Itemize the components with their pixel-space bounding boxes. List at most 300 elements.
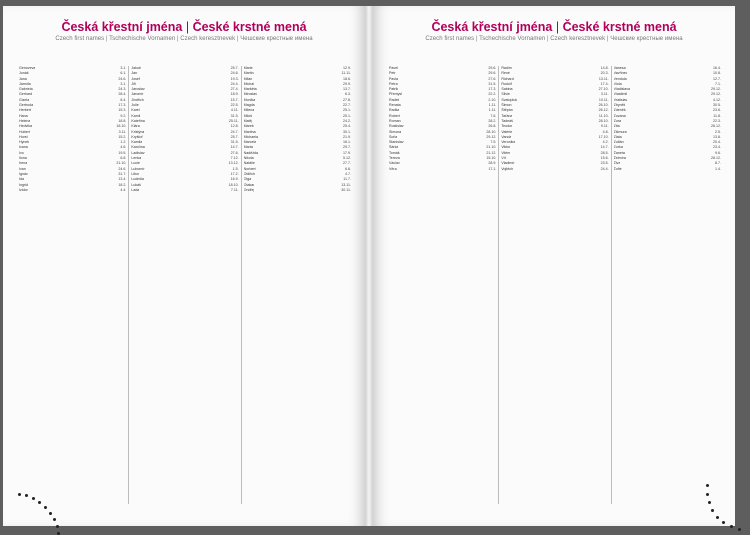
name-day-date: 26.12.: [710, 124, 721, 129]
name-day-date: 17.3.: [118, 103, 127, 108]
name-day-date: 1.4.: [714, 166, 721, 171]
first-name: Marta: [243, 145, 253, 150]
first-name: Radim: [501, 66, 512, 70]
first-name: Nikola: [243, 156, 254, 161]
first-name: Otakar: [243, 182, 255, 187]
name-day-date: 11.10.: [598, 113, 609, 118]
first-name: Vendula: [613, 76, 627, 81]
decorative-dot: [730, 525, 733, 528]
first-name: Viola: [613, 81, 622, 86]
name-day-date: 1.2.: [120, 140, 127, 145]
first-name: Tadeáš: [501, 118, 513, 123]
first-name: Lucie: [131, 161, 140, 166]
name-day-date: 15.3.: [118, 108, 127, 113]
name-day-date: 24.4.: [230, 81, 239, 86]
first-name: Jonáš: [19, 71, 29, 76]
first-name: Hana: [19, 113, 28, 118]
first-name: Michal: [243, 81, 255, 86]
name-day-date: 7.11.: [230, 187, 239, 192]
first-name: Vladislava: [613, 87, 631, 92]
name-day-date: 23.5.: [600, 161, 609, 166]
first-name: Radka: [389, 108, 400, 113]
name-day-date: 13.7.: [342, 87, 351, 92]
name-day-date: 13.12.: [228, 161, 239, 166]
name-day-date: 25.11.: [228, 118, 239, 123]
decorative-dot: [706, 493, 709, 496]
first-name: Tereza: [389, 156, 400, 161]
first-name: Petr: [389, 71, 396, 76]
first-name: Teodor: [501, 124, 513, 129]
name-day-date: 13.4.: [118, 177, 127, 182]
first-name: Lenka: [131, 156, 142, 161]
first-name: Miloš: [243, 113, 253, 118]
name-day-date: 28.12.: [710, 156, 721, 161]
name-day-date: 9.11.: [600, 124, 609, 129]
first-name: Štěpán: [501, 108, 513, 113]
first-name: Jan: [131, 71, 138, 76]
name-day-date: 14.7.: [600, 145, 609, 150]
name-day-date: 25.7.: [230, 66, 239, 70]
decorative-dot: [44, 506, 47, 509]
first-name: Pavla: [389, 76, 398, 81]
first-name: Olga: [243, 177, 252, 182]
first-name: Vlastimil: [613, 92, 628, 97]
name-day-date: 10.11.: [598, 97, 609, 102]
name-day-date: 22.3.: [712, 118, 721, 123]
right-page: [373, 6, 735, 526]
name-day-date: 7.5.: [490, 140, 497, 145]
first-name: Naděžda: [243, 150, 259, 155]
first-name: Vilém: [501, 150, 511, 155]
first-name: Ingrid: [19, 182, 28, 187]
name-day-date: 14.7.: [230, 145, 239, 150]
name-day-date: 21.10.: [116, 161, 127, 166]
first-name: Živa: [613, 161, 621, 166]
left-title-sk: České krstné mená: [192, 20, 307, 34]
first-name: Jarmila: [19, 81, 31, 86]
first-name: Helena: [19, 118, 31, 123]
name-day-date: 15.10.: [486, 156, 497, 161]
first-name: Vladimír: [501, 161, 515, 166]
name-day-date: 8.4.: [120, 97, 127, 102]
decorative-dot: [56, 525, 59, 528]
first-name: Zuzana: [613, 113, 626, 118]
first-name: Natálie: [243, 161, 255, 166]
name-day-date: 4.7.: [344, 171, 351, 176]
name-day-date: 13.8.: [712, 134, 721, 139]
first-name: Miroslav: [243, 92, 258, 97]
left-page: [3, 6, 365, 526]
name-day-date: 18.10.: [228, 182, 239, 187]
first-name: Renata: [389, 103, 401, 108]
first-name: Vít: [501, 156, 506, 161]
first-name: Matěj: [243, 118, 253, 123]
first-name: Zdeněk: [613, 108, 626, 113]
name-day-date: 9.2.: [120, 113, 127, 118]
name-day-date: 21.10.: [486, 145, 497, 150]
first-name: Ilona: [19, 156, 27, 161]
name-day-date: 7.1.: [714, 81, 721, 86]
first-name: Jana: [19, 76, 27, 81]
first-name: Šárka: [389, 145, 399, 150]
first-name: Jaromír: [131, 92, 144, 97]
name-row: [244, 188, 351, 193]
first-name: Kristýna: [131, 129, 145, 134]
first-name: Martina: [243, 129, 256, 134]
decorative-dot: [738, 528, 741, 531]
decorative-dot: [708, 501, 711, 504]
first-name: Rudolf: [501, 81, 512, 86]
name-day-date: 7.12.: [230, 156, 239, 161]
first-name: Žofie: [613, 166, 622, 171]
name-day-date: 17.10.: [598, 134, 609, 139]
decorative-dot: [49, 512, 52, 515]
first-name: Marie: [243, 66, 253, 70]
first-name: Ida: [19, 177, 24, 182]
first-name: Valérie: [501, 129, 513, 134]
name-day-date: 29.7.: [342, 145, 351, 150]
first-name: Zorka: [613, 145, 623, 150]
first-name: Zbyněk: [613, 103, 626, 108]
name-day-date: 26.12.: [598, 108, 609, 113]
name-day-date: 24.6.: [230, 71, 239, 76]
first-name: Martin: [243, 71, 254, 76]
first-name: Norbert: [243, 166, 256, 171]
name-day-date: 11.7.: [343, 177, 351, 182]
name-day-date: 17.3.: [488, 87, 497, 92]
name-day-date: 24.6.: [118, 76, 127, 81]
first-name: Vanesa: [613, 66, 626, 70]
name-column: [128, 66, 238, 504]
name-day-date: 4.12.: [712, 97, 721, 102]
first-name: Ivana: [19, 145, 28, 150]
name-day-date: 21.12.: [486, 150, 497, 155]
name-day-date: 9.6.: [714, 150, 721, 155]
name-day-date: 11.11.: [341, 71, 351, 76]
first-name: Zikmund: [613, 129, 628, 134]
first-name: Josef: [131, 76, 140, 81]
name-day-date: 19.3.: [230, 76, 239, 81]
first-name: Karel: [131, 108, 140, 113]
name-day-date: 28.4.: [118, 92, 127, 97]
name-day-date: 4.11.: [230, 108, 239, 113]
decorative-dot: [53, 518, 56, 521]
name-day-date: 16.10.: [116, 124, 127, 129]
name-day-date: 29.12.: [486, 134, 497, 139]
name-day-date: 10.8.: [712, 71, 721, 76]
name-day-date: 2.5.: [714, 129, 721, 134]
name-day-date: 1.5.: [232, 166, 239, 171]
name-day-date: 31.5.: [488, 81, 497, 86]
first-name: Vavřinec: [613, 71, 628, 76]
first-name: Stanislav: [389, 140, 404, 145]
first-name: Izidor: [19, 187, 28, 192]
name-day-date: 17.4.: [600, 81, 609, 86]
name-day-date: 23.4.: [712, 145, 721, 150]
name-day-date: 15.6.: [600, 156, 609, 161]
first-name: Želmíra: [613, 156, 626, 161]
name-day-date: 26.8.: [488, 124, 497, 129]
first-name: Kateřina: [131, 118, 145, 123]
name-day-date: 31.7.: [118, 171, 127, 176]
first-name: Libor: [131, 171, 140, 176]
name-day-date: 22.5.: [230, 103, 239, 108]
name-day-date: 31.5.: [230, 113, 239, 118]
name-day-date: 20.3.: [600, 71, 609, 76]
name-day-date: 18.6.: [342, 76, 351, 81]
name-day-date: 27.6.: [230, 150, 239, 155]
first-name: Ondřej: [243, 187, 255, 192]
first-name: Zora: [613, 118, 622, 123]
name-day-date: 12.8.: [230, 124, 239, 129]
decorative-dot: [711, 509, 714, 512]
name-row: [501, 167, 608, 172]
name-day-date: 6.3.: [344, 92, 351, 97]
name-day-date: 12.9.: [342, 66, 351, 70]
name-column: [387, 66, 496, 504]
name-day-date: 21.9.: [342, 134, 351, 139]
name-day-date: 12.7.: [712, 76, 721, 81]
first-name: Kamil: [131, 113, 141, 118]
name-day-date: 6.1.: [120, 71, 127, 76]
first-name: Vojtěch: [501, 166, 514, 171]
name-day-date: 7.6.: [490, 113, 497, 118]
name-day-date: 17.1.: [488, 166, 497, 171]
first-name: Robert: [389, 113, 400, 118]
name-day-date: 18.8.: [118, 118, 127, 123]
decorative-dot: [18, 493, 21, 496]
first-name: Taťána: [501, 113, 513, 118]
first-name: Irena: [19, 161, 28, 166]
name-day-date: 25.1.: [342, 108, 351, 113]
name-day-date: 19.5.: [118, 150, 127, 155]
first-name: Hedvika: [19, 124, 32, 129]
first-name: Přemysl: [389, 92, 402, 97]
first-name: Gertruda: [19, 103, 34, 108]
name-column: [498, 66, 608, 504]
name-day-date: 4.2.: [602, 140, 609, 145]
name-day-date: 6.6.: [344, 166, 351, 171]
name-day-date: 29.9.: [342, 81, 351, 86]
name-day-date: 23.6.: [712, 108, 721, 113]
first-name: Hubert: [19, 129, 30, 134]
first-name: Lada: [131, 187, 140, 192]
first-name: Zita: [613, 124, 620, 129]
name-day-date: 29.12.: [710, 92, 721, 97]
name-day-date: 3.11.: [600, 92, 609, 97]
first-name: Zlata: [613, 134, 622, 139]
name-day-date: 3.1.: [120, 66, 127, 70]
name-day-date: 3.11.: [118, 129, 127, 134]
first-name: Ladislav: [131, 150, 145, 155]
name-row: [389, 167, 496, 172]
first-name: Genoveva: [19, 66, 36, 70]
name-day-date: 16.1.: [342, 140, 351, 145]
first-name: Magda: [243, 103, 255, 108]
name-day-date: 24.6.: [118, 166, 127, 171]
first-name: Michaela: [243, 134, 259, 139]
binding-gutter: [365, 6, 373, 526]
right-page-subtitle: Czech first names | Tschechische Vornamen | Czech keresztnevek | Чешские крестные имена: [425, 36, 683, 42]
first-name: René: [501, 71, 510, 76]
first-name: Rostislav: [389, 124, 404, 129]
first-name: Oldřich: [243, 171, 256, 176]
decorative-dot: [716, 516, 719, 519]
first-name: Silvie: [501, 92, 510, 97]
first-name: Richard: [501, 76, 514, 81]
name-day-date: 1.11.: [488, 103, 497, 108]
name-day-date: 24.7.: [230, 129, 239, 134]
name-day-date: 28.5.: [600, 150, 609, 155]
name-day-date: 17.9.: [342, 150, 351, 155]
first-name: Marek: [243, 124, 254, 129]
first-name: Jindřich: [131, 97, 144, 102]
first-name: Soňa: [389, 134, 398, 139]
name-day-date: 3.1.: [120, 81, 127, 86]
name-day-date: 6.8.: [120, 156, 127, 161]
name-day-date: 24.4.: [600, 166, 609, 171]
first-name: Ivan: [19, 166, 26, 171]
first-name: Gabriela: [19, 87, 33, 92]
name-day-date: 29.12.: [710, 87, 721, 92]
name-day-date: 25.4.: [342, 124, 351, 129]
first-name: Lubomír: [131, 166, 145, 171]
first-name: Kryštof: [131, 134, 143, 139]
name-day-date: 25.7.: [230, 134, 239, 139]
left-names-table: [17, 66, 351, 504]
first-name: Milan: [243, 76, 253, 81]
name-day-date: 4.8.: [602, 129, 609, 134]
first-name: Julie: [131, 103, 139, 108]
name-column: [17, 66, 126, 504]
name-day-date: 27.6.: [488, 76, 497, 81]
name-day-date: 14.8.: [600, 66, 609, 70]
name-day-date: 11.8.: [713, 113, 721, 118]
first-name: Žaneta: [613, 150, 625, 155]
first-name: Radek: [389, 97, 400, 102]
right-names-table: [387, 66, 721, 504]
name-day-date: 8.7.: [714, 161, 721, 166]
name-day-date: 30.5.: [712, 103, 721, 108]
first-name: Ignác: [19, 171, 28, 176]
left-title-cs: Česká křestní jména: [61, 20, 183, 34]
name-row: [614, 167, 721, 172]
first-name: Šimon: [501, 103, 512, 108]
first-name: Horst: [19, 134, 28, 139]
first-name: Gizela: [19, 97, 30, 102]
name-row: [19, 188, 126, 193]
name-day-date: 28.10.: [486, 129, 497, 134]
first-name: Jiří: [131, 81, 137, 86]
first-name: Veronika: [501, 140, 516, 145]
name-day-date: 16.9.: [230, 177, 239, 182]
name-day-date: 27.7.: [342, 161, 351, 166]
name-day-date: 15.2.: [118, 134, 127, 139]
name-day-date: 30.1.: [342, 129, 351, 134]
name-day-date: 1.11.: [488, 108, 497, 113]
left-page-title: Česká křestní jména | České krstné mená: [61, 20, 307, 34]
left-page-subtitle: Czech first names | Tschechische Vornamen | Czech keresztnevek | Чешские крестные имена: [55, 36, 313, 42]
name-day-date: 27.10.: [598, 87, 609, 92]
name-day-date: 5.12.: [342, 156, 351, 161]
first-name: Václav: [389, 161, 400, 166]
first-name: Jaroslav: [131, 87, 145, 92]
name-day-date: 13.11.: [341, 182, 351, 187]
first-name: Vanda: [501, 134, 512, 139]
first-name: Jakub: [131, 66, 141, 70]
name-row: [131, 188, 238, 193]
name-day-date: 17.2.: [230, 171, 239, 176]
name-day-date: 2.10.: [488, 97, 497, 102]
name-day-date: 20.4.: [712, 140, 721, 145]
name-day-date: 28.2.: [488, 118, 497, 123]
name-day-date: 16.4.: [712, 66, 721, 70]
first-name: Věra: [389, 166, 397, 171]
left-page-header: [3, 20, 365, 42]
name-day-date: 29.6.: [488, 71, 497, 76]
name-day-date: 27.4.: [230, 87, 239, 92]
first-name: Patrik: [389, 87, 399, 92]
right-title-cs: Česká křestní jména: [431, 20, 553, 34]
name-day-date: 29.6.: [488, 66, 497, 70]
first-name: Svatopluk: [501, 97, 518, 102]
first-name: Pavel: [389, 66, 398, 70]
first-name: Ivo: [19, 150, 24, 155]
first-name: Klára: [131, 124, 140, 129]
first-name: Marcela: [243, 140, 257, 145]
name-day-date: 28.10.: [598, 118, 609, 123]
first-name: Herbert: [19, 108, 31, 113]
name-day-date: 4.4.: [120, 187, 127, 192]
first-name: Tomáš: [389, 150, 400, 155]
name-column: [241, 66, 351, 504]
name-day-date: 31.5.: [230, 140, 239, 145]
name-day-date: 26.10.: [598, 103, 609, 108]
first-name: Simona: [389, 129, 402, 134]
first-name: Hynek: [19, 140, 30, 145]
first-name: Ludmila: [131, 177, 144, 182]
right-title-sk: České krstné mená: [562, 20, 677, 34]
name-day-date: 28.9.: [488, 161, 497, 166]
first-name: Roman: [389, 118, 401, 123]
first-name: Sabina: [501, 87, 513, 92]
first-name: Milena: [243, 108, 255, 113]
first-name: Markéta: [243, 87, 257, 92]
first-name: Zoltán: [613, 140, 624, 145]
name-day-date: 13.11.: [598, 76, 609, 81]
first-name: Gerhard: [19, 92, 33, 97]
first-name: Kamila: [131, 140, 143, 145]
name-day-date: 18.9.: [230, 92, 239, 97]
first-name: Viktor: [501, 145, 511, 150]
name-column: [611, 66, 721, 504]
name-day-date: 18.2.: [118, 182, 127, 187]
name-day-date: 22.2.: [488, 92, 497, 97]
name-day-date: 24.3.: [118, 87, 127, 92]
name-day-date: 4.6.: [120, 145, 127, 150]
first-name: Petra: [389, 81, 398, 86]
name-day-date: 25.1.: [342, 113, 351, 118]
right-page-title: Česká křestní jména | České krstné mená: [431, 20, 677, 34]
first-name: Lukáš: [131, 182, 141, 187]
name-day-date: 24.2.: [342, 118, 351, 123]
name-day-date: 30.11.: [341, 187, 351, 192]
first-name: Monika: [243, 97, 256, 102]
name-day-date: 22.7.: [342, 103, 351, 108]
name-day-date: 15.7.: [230, 97, 239, 102]
first-name: Karolína: [131, 145, 145, 150]
first-name: Vratislav: [613, 97, 628, 102]
